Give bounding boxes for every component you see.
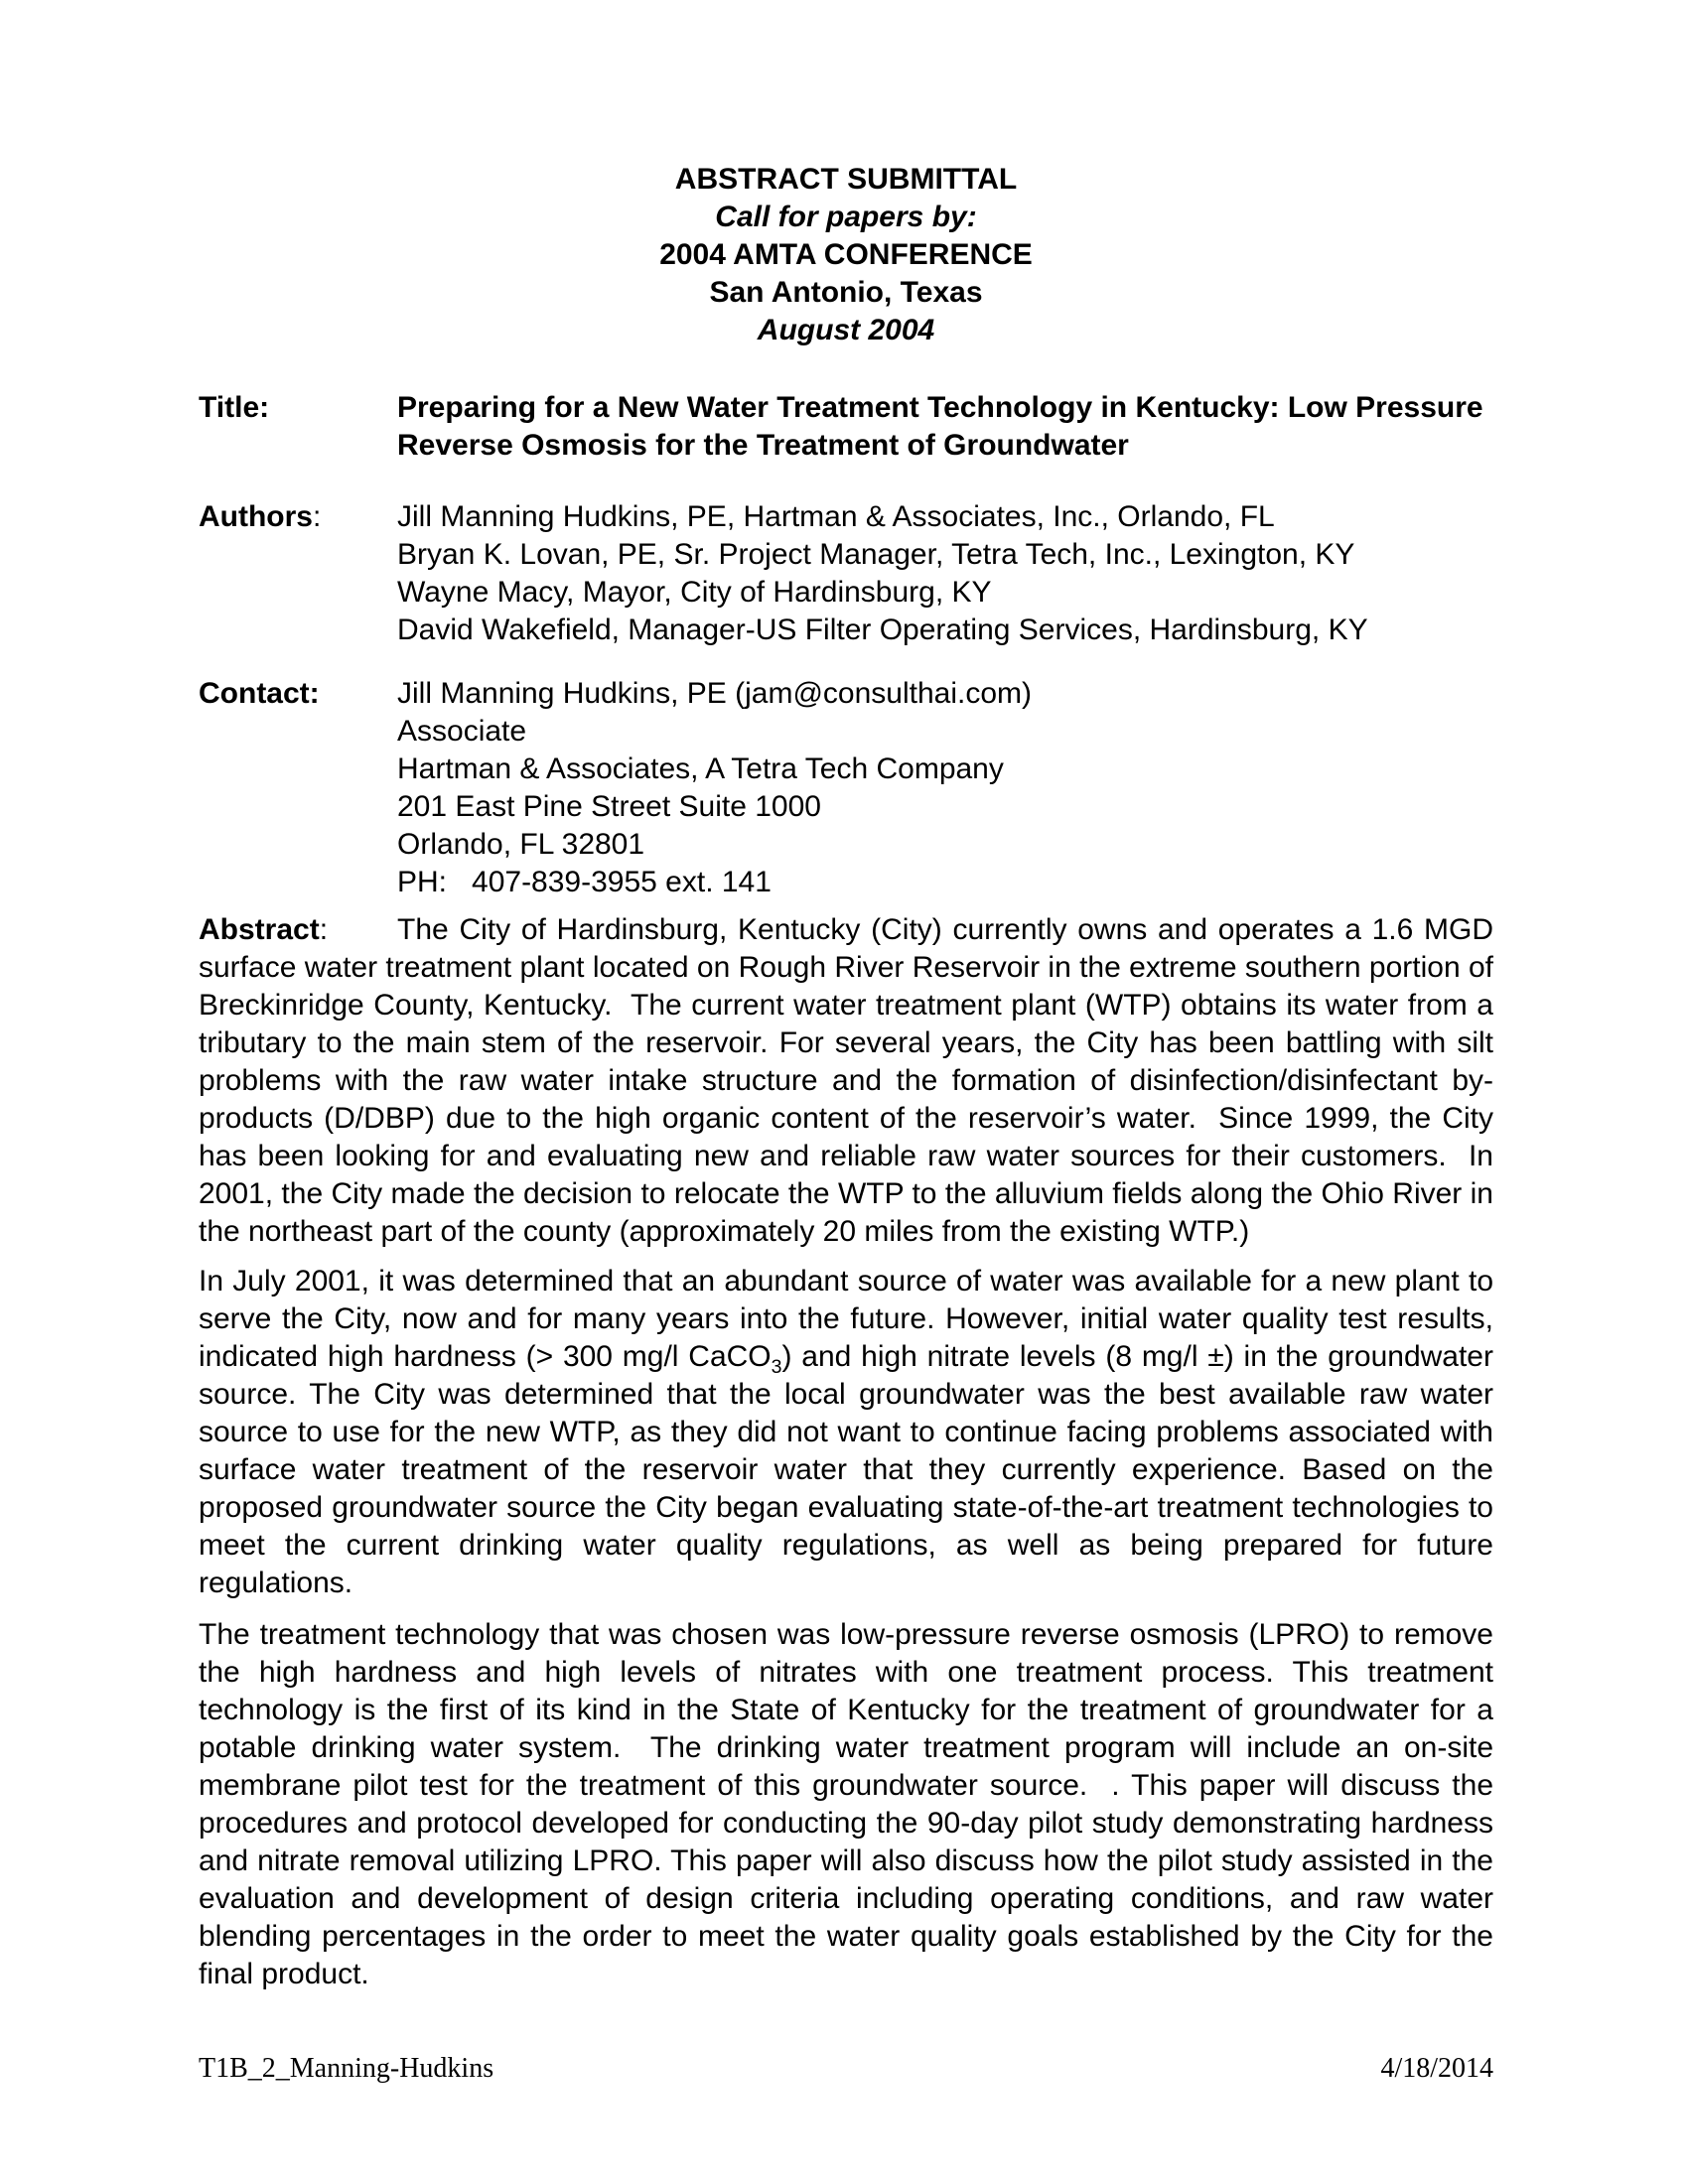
contact-line-name-email: Jill Manning Hudkins, PE (jam@consulthai.com)	[397, 677, 1033, 710]
title-label	[199, 389, 397, 465]
authors-list	[397, 498, 1493, 649]
contact-line-phone: PH: 407-839-3955 ext. 141	[397, 866, 772, 898]
paper-title: Preparing for a New Water Treatment Technology in Kentucky: Low Pressure Reverse Osmosis for the Treatment of Groundwater	[397, 391, 1483, 462]
footer-document-id: T1B_2_Manning-Hudkins	[199, 2053, 494, 2084]
abstract-paragraph-3-text: The treatment technology that was chosen was low-pressure reverse osmosis (LPRO) to remove the high hardness and high levels of nitrates with one treatment process. This treatment technology is the first of its kind in the State of Kentucky for the treatment of groundwater for a potable drinking water system. The drinking water treatment program will include an on-site membrane pilot test for the treatment of this groundwater source. . This paper will discuss the procedures and protocol developed for conducting the 90-day pilot study demonstrating hardness and nitrate removal utilizing LPRO. This paper will also discuss how the pilot study assisted in the evaluation and development of design criteria including operating conditions, and raw water blending percentages in the order to meet the water quality goals established by the City for the final product.	[199, 1618, 1502, 1990]
contact-line-role: Associate	[397, 715, 527, 748]
abstract-paragraph-2-text-a: In July 2001, it was determined that an abundant source of water was available for a new plant to serve the City, now and for many years into the future. However, initial water quality test results, indicated high hardness (> 300 mg/l CaCO	[199, 1265, 1502, 1373]
header-title: ABSTRACT SUBMITTAL	[674, 163, 1018, 196]
authors-row	[199, 498, 1493, 649]
abstract-paragraph-2	[199, 1263, 1502, 1602]
contact-line-company: Hartman & Associates, A Tetra Tech Company	[397, 752, 1004, 785]
author-line: Wayne Macy, Mayor, City of Hardinsburg, KY	[397, 576, 992, 609]
contact-row	[199, 675, 1493, 901]
authors-label-bold: Authors	[199, 500, 313, 533]
abstract-label-bold: Abstract	[199, 913, 320, 946]
document-footer	[199, 2053, 1493, 2085]
caco3-subscript: 3	[771, 1356, 782, 1378]
document-header	[199, 161, 1493, 349]
authors-label	[199, 498, 397, 649]
contact-line-city: Orlando, FL 32801	[397, 828, 645, 861]
abstract-paragraph-2-text-b: ) and high nitrate levels (8 mg/l ±) in the groundwater source. The City was determined that the local groundwater was the best available raw water source to use for the new WTP, as they did not want to continue facing problems associated with surface water treatment of the reservoir water that they currently experience. Based on the proposed groundwater source the City began evaluating state-of-the-art treatment technologies to meet the current drinking water quality regulations, as well as being prepared for future regulations.	[199, 1340, 1502, 1599]
document-content	[199, 161, 1502, 1993]
authors-label-colon: :	[313, 500, 322, 533]
header-location: San Antonio, Texas	[709, 276, 983, 309]
author-line: Jill Manning Hudkins, PE, Hartman & Associates, Inc., Orlando, FL	[397, 500, 1275, 533]
contact-line-street: 201 East Pine Street Suite 1000	[397, 790, 821, 823]
footer-date: 4/18/2014	[1380, 2053, 1493, 2084]
author-line: Bryan K. Lovan, PE, Sr. Project Manager, Tetra Tech, Inc., Lexington, KY	[397, 538, 1355, 571]
header-date: August 2004	[757, 314, 935, 346]
header-call-for-papers: Call for papers by:	[715, 201, 977, 233]
contact-label	[199, 675, 397, 901]
author-line: David Wakefield, Manager-US Filter Operating Services, Hardinsburg, KY	[397, 614, 1368, 646]
header-conference: 2004 AMTA CONFERENCE	[659, 238, 1033, 271]
abstract-paragraph-1-text: The City of Hardinsburg, Kentucky (City) currently owns and operates a 1.6 MGD surface water treatment plant located on Rough River Reservoir in the extreme southern portion of Breckinridge County, Kentucky. The current water treatment plant (WTP) obtains its water from a tributary to the main stem of the reservoir. For several years, the City has been battling with silt problems with the raw water intake structure and the formation of disinfection/disinfectant by-products (D/DBP) due to the high organic content of the reservoir’s water. Since 1999, the City has been looking for and evaluating new and reliable raw water sources for their customers. In 2001, the City made the decision to relocate the WTP to the alluvium fields along the Ohio River in the northeast part of the county (approximately 20 miles from the existing WTP.)	[199, 913, 1502, 1248]
abstract-paragraph-3	[199, 1616, 1502, 1993]
contact-details	[397, 675, 1493, 901]
title-label-bold: Title:	[199, 391, 270, 424]
title-row	[199, 389, 1493, 465]
abstract-label-colon: :	[319, 913, 329, 946]
contact-label-bold: Contact:	[199, 677, 320, 710]
abstract-paragraph-1	[199, 911, 1502, 1251]
